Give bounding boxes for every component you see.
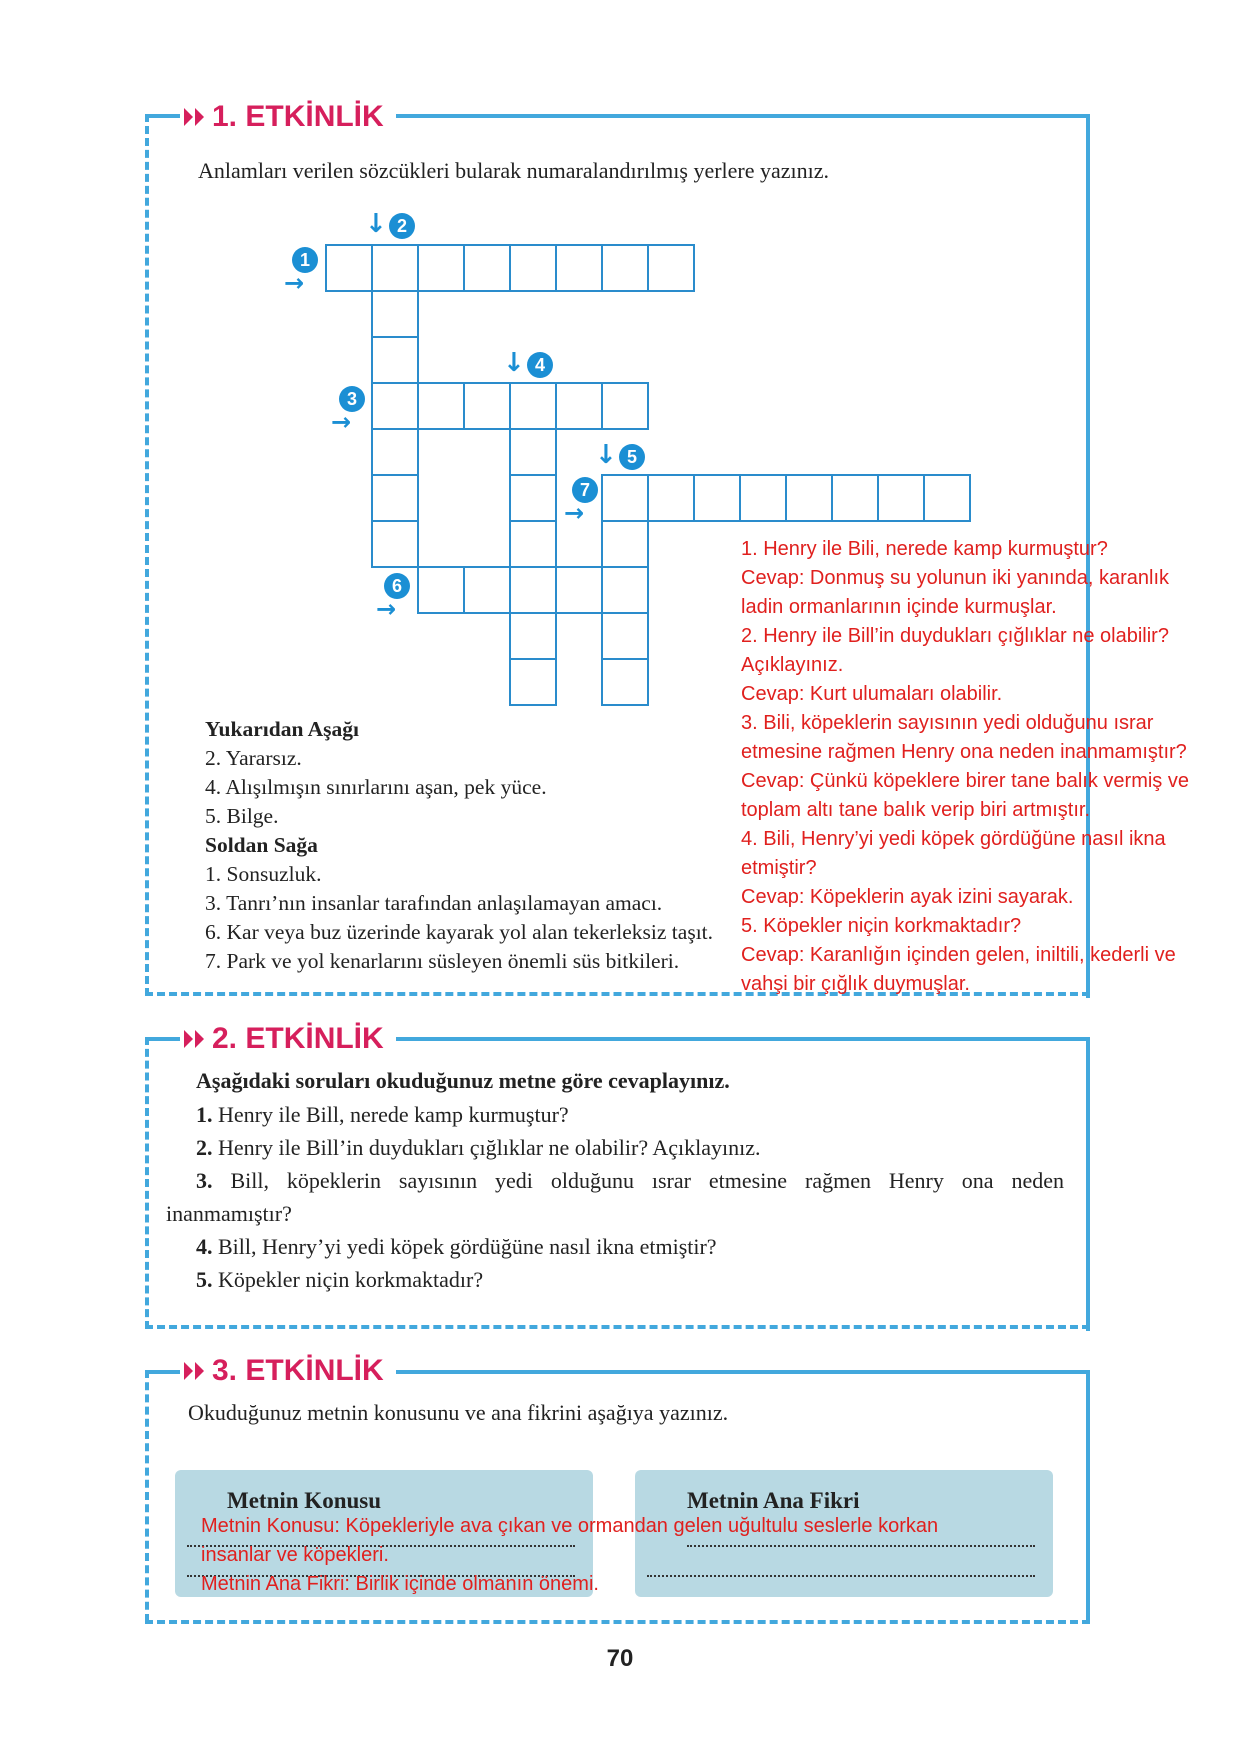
activity3-dashed-left xyxy=(145,1370,149,1622)
question-4: 4. Bill, Henry’yi yedi köpek gördüğüne nasıl ikna etmiştir? xyxy=(196,1234,717,1259)
answer-line: Cevap: Karanlığın içinden gelen, iniltili, kederli ve xyxy=(741,944,1176,966)
activity2-title-text: 2. ETKİNLİK xyxy=(212,1022,384,1055)
question-1: 1. Henry ile Bill, nerede kamp kurmuştur? xyxy=(196,1102,569,1127)
activity1-title-text: 1. ETKİNLİK xyxy=(212,100,384,133)
clue-number-badge: 3 xyxy=(339,386,365,412)
down-clue: 2. Yararsız. xyxy=(205,746,302,770)
answer-line: ladin ormanlarının içinde kurmuşlar. xyxy=(741,596,1057,618)
main-idea-box-title: Metnin Ana Fikri xyxy=(687,1488,860,1513)
answer-line: 2. Henry ile Bill’in duydukları çığlıklar ne olabilir? xyxy=(741,625,1169,647)
clue-number-badge: 5 xyxy=(619,444,645,470)
arrow-icon xyxy=(184,1030,193,1048)
crossword-cell[interactable] xyxy=(371,520,419,568)
crossword-cell[interactable] xyxy=(371,244,419,292)
activity3-title xyxy=(180,1354,396,1388)
activity2-dashed-left xyxy=(145,1037,149,1329)
answer-line: Cevap: Çünkü köpeklere birer tane balık vermiş ve xyxy=(741,770,1189,792)
crossword-cell[interactable] xyxy=(371,382,419,430)
crossword-cell[interactable] xyxy=(417,382,465,430)
crossword-cell[interactable] xyxy=(463,566,511,614)
answer-line: vahşi bir çığlık duymuşlar. xyxy=(741,973,970,995)
crossword-cell[interactable] xyxy=(923,474,971,522)
down-clue: 4. Alışılmışın sınırlarını aşan, pek yüce. xyxy=(205,775,547,799)
activity1-dashed-left xyxy=(145,114,149,996)
crossword-cell[interactable] xyxy=(463,382,511,430)
crossword-cell[interactable] xyxy=(601,658,649,706)
crossword-cell[interactable] xyxy=(601,566,649,614)
crossword-cell[interactable] xyxy=(601,612,649,660)
arrow-right-icon: → xyxy=(331,408,352,436)
crossword-cell[interactable] xyxy=(831,474,879,522)
down-clue: 5. Bilge. xyxy=(205,804,279,828)
across-clue: 6. Kar veya buz üzerinde kayarak yol alan tekerleksiz taşıt. xyxy=(205,920,714,944)
answer-line: Cevap: Kurt ulumaları olabilir. xyxy=(741,683,1003,705)
crossword-cell[interactable] xyxy=(509,474,557,522)
crossword-cell[interactable] xyxy=(555,382,603,430)
topic-answer: Metnin Konusu: Köpekleriyle ava çıkan ve ormandan gelen uğultulu seslerle korkan xyxy=(201,1515,939,1537)
across-heading: Soldan Sağa xyxy=(205,833,318,857)
crossword-cell[interactable] xyxy=(601,474,649,522)
crossword-cell[interactable] xyxy=(785,474,833,522)
clue-number-badge: 6 xyxy=(384,573,410,599)
arrow-icon xyxy=(195,1030,204,1048)
answer-line: 4. Bili, Henry’yi yedi köpek gördüğüne nasıl ikna xyxy=(741,828,1166,850)
down-heading: Yukarıdan Aşağı xyxy=(205,717,359,741)
question-5: 5. Köpekler niçin korkmaktadır? xyxy=(196,1267,484,1292)
arrow-right-icon: → xyxy=(564,499,585,527)
crossword-cell[interactable] xyxy=(509,428,557,476)
crossword-cell[interactable] xyxy=(371,474,419,522)
main-idea-answer: Metnin Ana Fikri: Birlik içinde olmanın önemi. xyxy=(201,1573,599,1595)
arrow-icon xyxy=(195,1362,204,1380)
answer-line: etmiştir? xyxy=(741,857,817,879)
crossword-cell[interactable] xyxy=(601,244,649,292)
arrow-down-icon: ↓ xyxy=(503,348,525,378)
crossword-cell[interactable] xyxy=(463,244,511,292)
arrow-icon xyxy=(184,1362,193,1380)
answer-line: 5. Köpekler niçin korkmaktadır? xyxy=(741,915,1022,937)
arrow-icon xyxy=(195,108,204,126)
crossword-cell[interactable] xyxy=(509,658,557,706)
topic-answer: insanlar ve köpekleri. xyxy=(201,1544,389,1566)
crossword-cell[interactable] xyxy=(325,244,373,292)
page-number: 70 xyxy=(606,1645,634,1672)
answer-line: Cevap: Köpeklerin ayak izini sayarak. xyxy=(741,886,1074,908)
crossword-cell[interactable] xyxy=(417,566,465,614)
crossword-cell[interactable] xyxy=(509,382,557,430)
crossword-cell[interactable] xyxy=(693,474,741,522)
activity3-answers xyxy=(201,1512,938,1599)
question-2: 2. Henry ile Bill’in duydukları çığlıklar ne olabilir? Açıklayınız. xyxy=(196,1135,761,1160)
crossword-cell[interactable] xyxy=(371,336,419,384)
question-3: 3. Bill, köpeklerin sayısının yedi olduğunu ısrar etmesine rağmen Henry ona neden xyxy=(196,1168,1065,1193)
clue-number-badge: 2 xyxy=(389,213,415,239)
crossword-cell[interactable] xyxy=(877,474,925,522)
arrow-right-icon: → xyxy=(376,595,397,623)
crossword-cell[interactable] xyxy=(371,428,419,476)
clue-number-badge: 4 xyxy=(527,352,553,378)
activity1-title xyxy=(180,100,396,134)
arrow-down-icon: ↓ xyxy=(365,209,387,239)
crossword-cell[interactable] xyxy=(739,474,787,522)
answer-line: Açıklayınız. xyxy=(741,654,844,676)
crossword-cell[interactable] xyxy=(647,474,695,522)
clue-number-badge: 1 xyxy=(292,247,318,273)
answer-notes xyxy=(741,535,1236,999)
answer-line: etmesine rağmen Henry ona neden inanmamıştır? xyxy=(741,741,1187,763)
crossword-cell[interactable] xyxy=(417,244,465,292)
crossword-cell[interactable] xyxy=(509,244,557,292)
question-3-cont: inanmamıştır? xyxy=(166,1201,292,1226)
crossword-cell[interactable] xyxy=(371,290,419,338)
answer-line: 3. Bili, köpeklerin sayısının yedi olduğunu ısrar xyxy=(741,712,1154,734)
activity2-dashed-bottom xyxy=(145,1325,1090,1329)
activity2-instruction: Aşağıdaki soruları okuduğunuz metne göre cevaplayınız. xyxy=(196,1068,730,1093)
activity1-instruction: Anlamları verilen sözcükleri bularak numaralandırılmış yerlere yazınız. xyxy=(198,158,830,183)
crossword-cell[interactable] xyxy=(509,520,557,568)
clue-number-badge: 7 xyxy=(572,477,598,503)
crossword-cell[interactable] xyxy=(647,244,695,292)
activity3-dashed-bottom xyxy=(145,1620,1090,1624)
across-clue: 3. Tanrı’nın insanlar tarafından anlaşılamayan amacı. xyxy=(205,891,663,915)
across-clue: 7. Park ve yol kenarlarını süsleyen önemli süs bitkileri. xyxy=(205,949,680,973)
arrow-right-icon: → xyxy=(284,269,305,297)
activity2-title xyxy=(180,1022,396,1056)
topic-box-title: Metnin Konusu xyxy=(227,1488,382,1513)
arrow-down-icon: ↓ xyxy=(595,440,617,470)
answer-line: 1. Henry ile Bili, nerede kamp kurmuştur? xyxy=(741,538,1108,560)
crossword-cell[interactable] xyxy=(509,566,557,614)
clue-list xyxy=(205,715,713,976)
activity3-title-text: 3. ETKİNLİK xyxy=(212,1354,384,1387)
crossword-cell[interactable] xyxy=(601,520,649,568)
crossword-cell[interactable] xyxy=(555,566,603,614)
answer-line: toplam altı tane balık verip biri artmıştır. xyxy=(741,799,1091,821)
crossword-cell[interactable] xyxy=(601,382,649,430)
crossword-cell[interactable] xyxy=(509,612,557,660)
answer-line: Cevap: Donmuş su yolunun iki yanında, karanlık xyxy=(741,567,1170,589)
across-clue: 1. Sonsuzluk. xyxy=(205,862,322,886)
activity3-instruction: Okuduğunuz metnin konusunu ve ana fikrini aşağıya yazınız. xyxy=(188,1400,729,1425)
arrow-icon xyxy=(184,108,193,126)
crossword-cell[interactable] xyxy=(555,244,603,292)
